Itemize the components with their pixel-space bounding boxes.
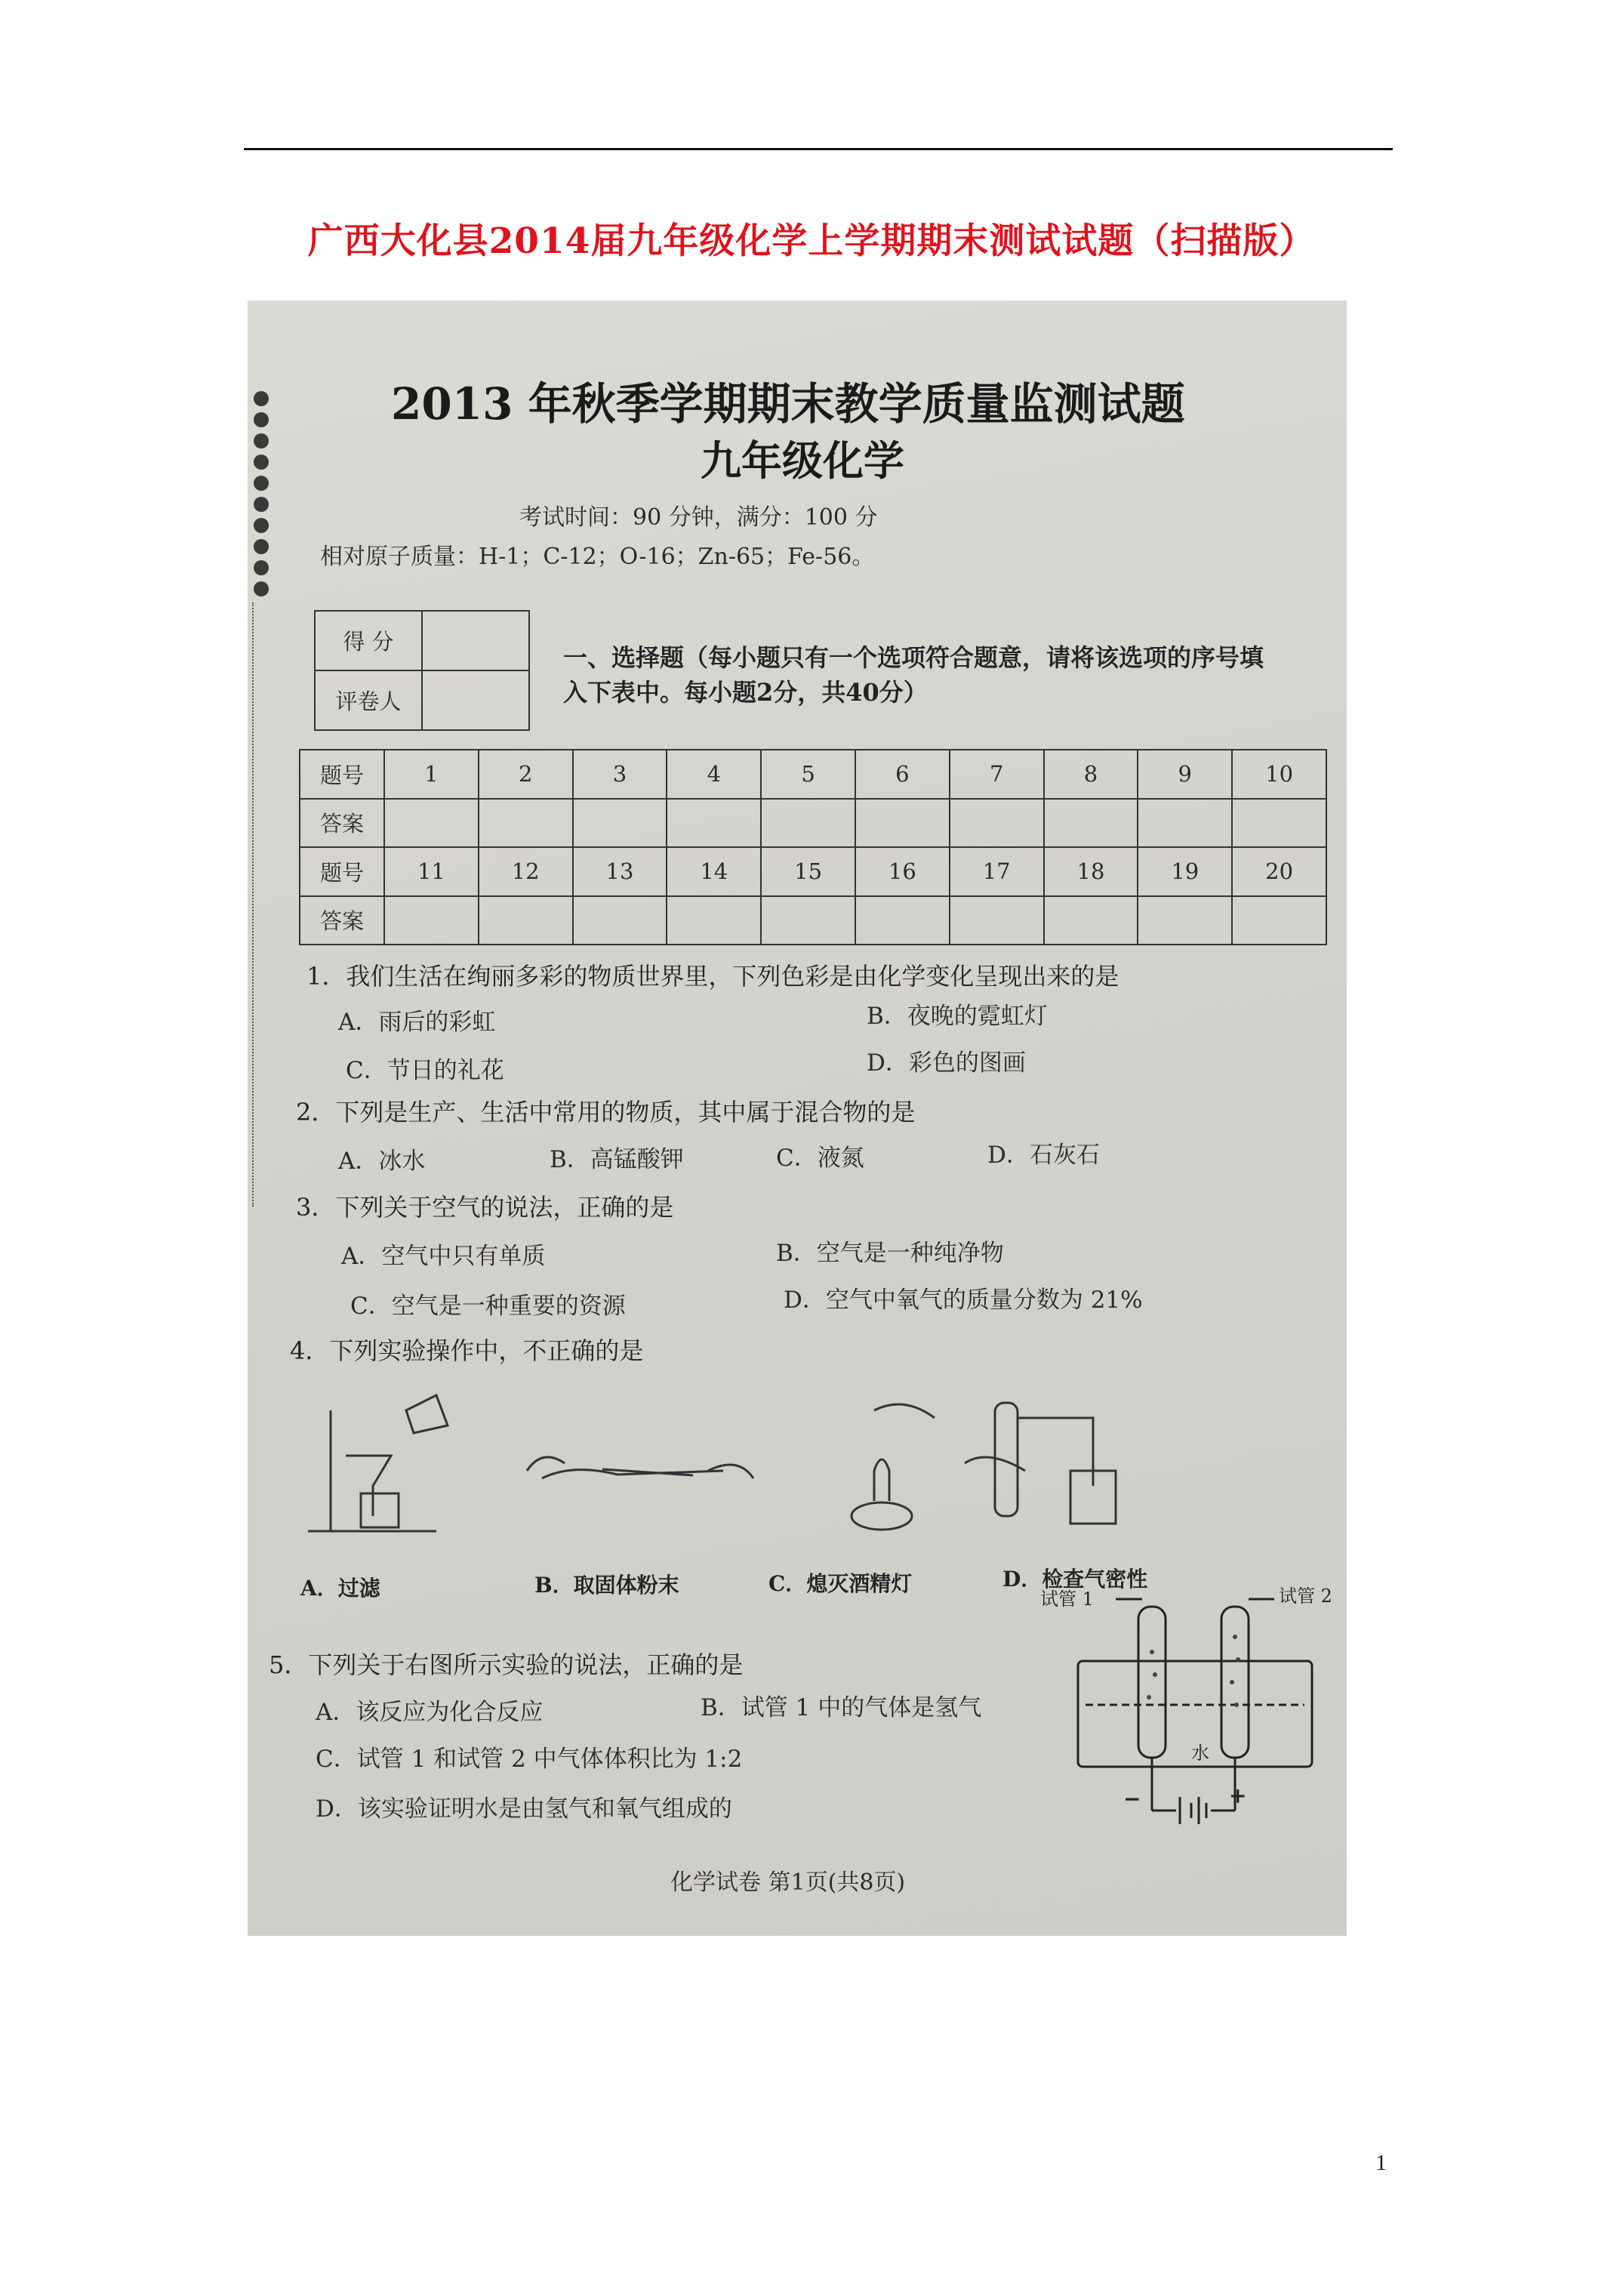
num-label: 题号 (300, 750, 384, 799)
q4-apparatus-illustrations (300, 1380, 1206, 1554)
q1-option-b: B．夜晚的霓虹灯 (867, 1003, 1048, 1030)
atomic-mass: 相对原子质量：H-1；C-12；O-16；Zn-65；Fe-56。 (320, 544, 875, 570)
question-number-cell: 14 (667, 847, 761, 896)
answer-cell (573, 799, 667, 848)
question-number-cell: 9 (1138, 750, 1232, 799)
answer-table (299, 749, 1327, 945)
section1-instructions: 一、选择题（每小题只有一个选项符合题意，请将该选项的序号填 (563, 643, 1264, 672)
grader-cell (422, 670, 529, 730)
alcohol-lamp-body (852, 1502, 912, 1530)
binding-hole (254, 476, 269, 491)
hand-blowing (874, 1404, 935, 1418)
electrolysis-diagram (1070, 1592, 1327, 1833)
tube-1 (1138, 1607, 1166, 1758)
q2-option-b: B．高锰酸钾 (550, 1146, 684, 1173)
answer-cell (667, 896, 761, 945)
binding-hole (254, 433, 269, 448)
q3-option-d: D．空气中氧气的质量分数为 21% (784, 1287, 1143, 1314)
question-number-cell: 3 (573, 750, 667, 799)
binding-hole (254, 497, 269, 512)
score-cell (422, 611, 529, 670)
exam-title: 2013 年秋季学期期末教学质量监测试题 (391, 378, 1185, 430)
question-number-cell: 15 (761, 847, 855, 896)
tube-2-label: 试管 2 (1279, 1586, 1332, 1607)
question-number-cell: 17 (950, 847, 1044, 896)
q5-stem: 5．下列关于右图所示实验的说法，正确的是 (269, 1650, 744, 1679)
score-box (314, 610, 530, 731)
page-number: 1 (1375, 2150, 1387, 2175)
binding-hole (254, 412, 269, 427)
q5-option-a: A．该反应为化合反应 (316, 1699, 544, 1726)
answer-cell (855, 799, 950, 848)
q4-stem: 4．下列实验操作中，不正确的是 (290, 1336, 644, 1365)
q1-option-a: A．雨后的彩虹 (338, 1009, 496, 1036)
q1-stem: 1．我们生活在绚丽多彩的物质世界里，下列色彩是由化学变化呈现出来的是 (306, 962, 1119, 991)
pouring-beaker (406, 1395, 448, 1433)
answer-cell (855, 896, 950, 945)
num-label: 题号 (300, 847, 384, 896)
grader-label: 评卷人 (315, 670, 422, 730)
question-number-cell: 18 (1044, 847, 1138, 896)
question-number-cell: 7 (950, 750, 1044, 799)
tube-2 (1221, 1607, 1249, 1758)
answer-cell (1138, 896, 1232, 945)
binding-line (252, 603, 255, 1207)
question-number-cell: 11 (384, 847, 479, 896)
ans-label: 答案 (300, 896, 384, 945)
question-number-cell: 10 (1232, 750, 1326, 799)
answer-cell (1232, 896, 1326, 945)
q3-option-c: C．空气是一种重要的资源 (350, 1293, 626, 1320)
scanned-exam-image (248, 300, 1347, 1936)
document-title: 广西大化县2014届九年级化学上学期期末测试试题（扫描版） (307, 220, 1316, 262)
binding-hole (254, 518, 269, 533)
hand-left (527, 1457, 565, 1471)
funnel (346, 1456, 391, 1516)
question-number-cell: 1 (384, 750, 479, 799)
answer-cell (573, 896, 667, 945)
question-number-cell: 20 (1232, 847, 1326, 896)
answer-cell (384, 799, 479, 848)
ans-label: 答案 (300, 799, 384, 848)
q4-option-c: C．熄灭酒精灯 (768, 1571, 913, 1596)
q2-option-c: C．液氮 (776, 1145, 864, 1172)
question-number-cell: 12 (479, 847, 573, 896)
q2-option-a: A．冰水 (338, 1148, 426, 1175)
score-label: 得 分 (315, 611, 422, 670)
answer-cell (950, 896, 1044, 945)
answer-cell (761, 799, 855, 848)
negative-terminal: − (1123, 1786, 1141, 1811)
q1-option-c: C．节日的礼花 (346, 1057, 504, 1084)
water-label: 水 (1191, 1743, 1209, 1764)
q5-option-b: B．试管 1 中的气体是氢气 (701, 1694, 982, 1721)
answer-cell (479, 896, 573, 945)
answer-cell (950, 799, 1044, 848)
binding-hole (254, 560, 269, 575)
header-rule (244, 148, 1393, 150)
exam-subtitle: 九年级化学 (701, 436, 904, 485)
question-number-cell: 16 (855, 847, 950, 896)
answer-cell (1044, 896, 1138, 945)
positive-terminal: + (1229, 1783, 1247, 1808)
binding-hole (254, 581, 269, 596)
answer-cell (1138, 799, 1232, 848)
lamp-flame (874, 1459, 889, 1501)
beaker (361, 1493, 399, 1527)
q2-stem: 2．下列是生产、生活中常用的物质，其中属于混合物的是 (296, 1098, 916, 1126)
answer-cell (761, 896, 855, 945)
answer-cell (479, 799, 573, 848)
q4-option-d: D．检查气密性 (1002, 1567, 1148, 1592)
q4-option-b: B．取固体粉末 (534, 1573, 679, 1598)
q4-option-a: A．过滤 (300, 1576, 380, 1601)
answer-cell (667, 799, 761, 848)
exam-info: 考试时间：90 分钟，满分：100 分 (519, 504, 878, 531)
question-number-cell: 6 (855, 750, 950, 799)
question-number-cell: 19 (1138, 847, 1232, 896)
q2-option-d: D．石灰石 (987, 1142, 1100, 1169)
binding-hole (254, 391, 269, 406)
q1-option-d: D．彩色的图画 (867, 1049, 1026, 1077)
q5-option-d: D．该实验证明水是由氢气和氧气组成的 (316, 1795, 732, 1823)
question-number-cell: 5 (761, 750, 855, 799)
q3-stem: 3．下列关于空气的说法，正确的是 (296, 1193, 674, 1222)
binding-hole (254, 539, 269, 554)
question-number-cell: 4 (667, 750, 761, 799)
tube-1-label: 试管 1 (1040, 1589, 1094, 1610)
q3-option-a: A．空气中只有单质 (341, 1243, 546, 1270)
q3-option-b: B．空气是一种纯净物 (776, 1240, 1004, 1267)
scan-footer: 化学试卷 第1页(共8页) (670, 1869, 906, 1896)
question-number-cell: 2 (479, 750, 573, 799)
question-number-cell: 8 (1044, 750, 1138, 799)
answer-cell (384, 896, 479, 945)
binding-hole (254, 455, 269, 470)
section1-instructions-2: 入下表中。每小题2分，共40分） (563, 678, 928, 707)
delivery-tube (1018, 1418, 1093, 1486)
answer-cell (1044, 799, 1138, 848)
answer-cell (1232, 799, 1326, 848)
question-number-cell: 13 (573, 847, 667, 896)
q5-option-c: C．试管 1 和试管 2 中气体体积比为 1:2 (316, 1746, 743, 1773)
